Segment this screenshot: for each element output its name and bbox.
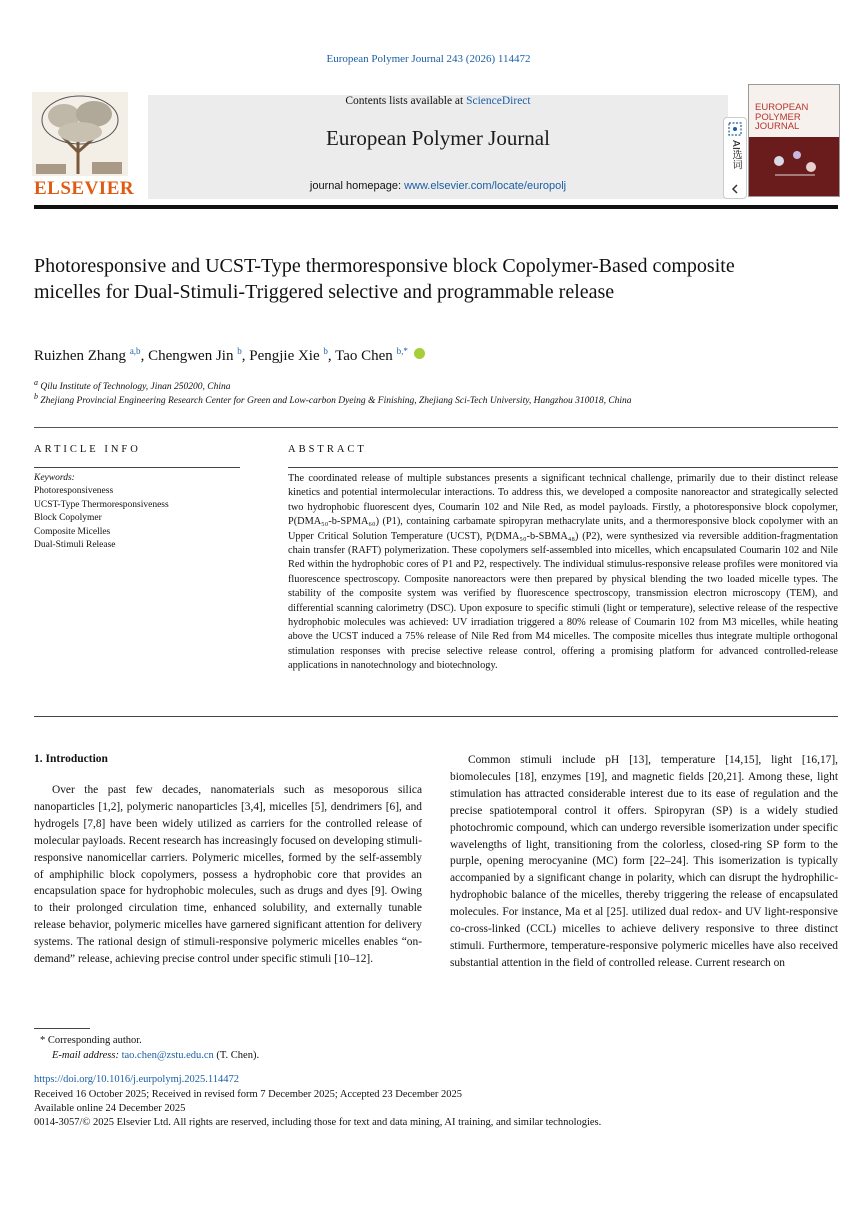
affiliation-key: a: [34, 378, 38, 387]
intro-right-column: Common stimuli include pH [13], temperature [14,15], light [16,17], biomolecules [18], enzymes [19], and magnetic fields [20,21]. Among these, light stimulation has attracted considerable interest due to its ease of regulation and the precise spatiotemporal control it offers. Spiropyran (SP) is a widely studied photochromic compound, which can undergo reversible isomerization under specific wavelengths of light, transitioning from the colorless, closed-ring SP form to the purple, opening merocyanine (MC) form [22–24]. This isomerization is typically accompanied by a significant change in polarity, which can disrupt the hydrophilic-hydrophobic balance of the micelles, thereby triggering the release of encapsulated molecules. For instance, Ma et al [25]. utilized dual redox- and UV light-responsive co-cross-linked (CCL) micelles to achieve delivery responsive to three distinct stimuli. Furthermore, temperature-responsive polymeric micelles have also received substantial attention in the field of controlled release. Current research on: [450, 754, 838, 969]
section-heading-introduction: 1. Introduction: [34, 753, 108, 765]
contents-prefix: Contents lists available at: [345, 95, 467, 107]
author-affil-marker[interactable]: a,b: [129, 346, 141, 356]
journal-citation[interactable]: European Polymer Journal 243 (2026) 114472: [326, 53, 531, 65]
keyword: Block Copolymer: [34, 513, 102, 524]
publisher-wordmark[interactable]: ELSEVIER: [34, 178, 135, 199]
keyword: Composite Micelles: [34, 526, 111, 537]
author-affil-marker[interactable]: b: [237, 346, 242, 356]
header-divider: [34, 205, 838, 209]
corresponding-author-note: * Corresponding author.: [40, 1035, 142, 1046]
keyword: Photoresponsiveness: [34, 486, 114, 497]
abstract-label: ABSTRACT: [288, 444, 367, 455]
keywords-heading: Keywords:: [34, 473, 75, 483]
homepage-prefix: journal homepage:: [309, 180, 405, 192]
author-name[interactable]: Pengjie Xie: [249, 348, 320, 364]
cover-graphic-icon: [767, 145, 823, 185]
chevron-left-icon[interactable]: [730, 184, 740, 194]
affiliation-text: Zhejiang Provincial Engineering Research Center for Green and Low-carbon Dyeing & Finishing, Zhejiang Sci-Tech University, Hangzhou 310018, China: [40, 396, 632, 407]
article-title: Photoresponsive and UCST-Type thermoresponsive block Copolymer-Based composite micelles for Dual-Stimuli-Triggered selective and programmable release: [34, 255, 735, 303]
publication-history: [34, 1088, 601, 1130]
homepage-link[interactable]: www.elsevier.com/locate/europolj: [404, 180, 567, 192]
affiliation: [34, 392, 632, 406]
author-name[interactable]: Ruizhen Zhang: [34, 348, 127, 364]
ai-select-icon[interactable]: [728, 122, 742, 136]
keywords-block: [34, 472, 169, 552]
abstract-divider: [288, 467, 838, 468]
author-name[interactable]: Chengwen Jin: [148, 348, 234, 364]
journal-title: European Polymer Journal: [326, 126, 550, 150]
affiliation-key: b: [34, 392, 38, 401]
article-info-label: ARTICLE INFO: [34, 444, 141, 455]
author-list: Ruizhen Zhang $^{a,b}$, Chengwen Jin $^b$, Pengjie Xie $^b$, Tao Chen $^{b,*}$: [34, 346, 425, 365]
author-name[interactable]: Tao Chen: [335, 348, 393, 364]
author-affil-marker[interactable]: b: [323, 346, 328, 356]
affiliation: [34, 378, 231, 392]
contents-line: [148, 95, 728, 107]
author-affil-marker[interactable]: b,*: [396, 346, 408, 356]
intro-left-column: Over the past few decades, nanomaterials such as mesoporous silica nanoparticles [1,2], polymeric nanoparticles [3,4], micelles [5], dendrimers [6], and hydrogels [7,8] have been widely utilized as carriers for the controlled release of molecular payloads. Recent research has increasingly focused on developing stimuli-responsive nanomicellar carriers. Polymeric micelles, formed by the self-assembly of amphiphilic block copolymers, possess a hydrophobic core that provides an encapsulation space for hydrophobic molecules, such as drugs and dyes [9]. Owing to their prolonged circulation time, enhanced solubility, and externally tunable release behavior, polymeric micelles have garnered significant attention for delivery systems. The rational design of stimuli-responsive polymeric micelles enables “on-demand” release, achieving precise control under specific stimuli [10–12].: [34, 784, 422, 966]
email-link[interactable]: tao.chen@zstu.edu.cn: [121, 1050, 214, 1061]
email-suffix: (T. Chen).: [213, 1050, 260, 1061]
ai-word-select-toolbar[interactable]: [723, 117, 747, 199]
journal-cover[interactable]: [748, 84, 840, 197]
affiliation-text: Qilu Institute of Technology, Jinan 250200, China: [40, 382, 231, 393]
ai-select-label[interactable]: AI选词: [730, 140, 741, 170]
footnote-divider: [34, 1028, 90, 1029]
copyright: 0014-3057/© 2025 Elsevier Ltd. All rights are reserved, including those for text and data mining, AI training, and similar technologies.: [34, 1117, 602, 1128]
email-line: [40, 1048, 259, 1063]
homepage-line: [148, 180, 728, 192]
abstract-text: The coordinated release of multiple substances presents a significant technical challenge, primarily due to their distinct release kinetics and potential intermolecular interactions. To address this, we developed a composite nanoreactor and strategically selected two hydrophobic fluorescent dyes, Coumarin 102 and Nile Red, as model payloads. Firstly, a photoresponsive block copolymer, P(DMA₅₀-b-SPMA₆₀) (P1), containing carbamate spiropyran methacrylate units, and a thermoresponsive block copolymer with an Upper Critical Solution Temperature (UCST), P(DMA₅₀-b-SBMA₄₈) (P2), were synthesized via reversible addition-fragmentation chain transfer (RAFT) polymerization. These copolymers self-assembled into micelles, which encapsulated Coumarin 102 and Nile Red within the hydrophobic cores of P1 and P2, respectively. The individual stimulus-responsive release profiles were monitored via fluorescence spectroscopy. Composite nanoreactors were then prepared by physical blending the two loaded micelle types. The stability of the composite system was verified by fluorescence spectroscopy, transmission electron microscopy (TEM), and differential scanning calorimetry (DSC). Upon exposure to specific stimuli (light or temperature), selective release of the respective hydrophobic molecules was achieved: UV irradiation triggered a 80% release of Coumarin 102 from M3 micelles, while heating above the UCST induced a 75% release of Nile Red from M4 micelles. The composite micelles thus integrate multiple orthogonal stimulation responses with precise selective release control, offering a promising platform for advanced controlled-release applications in nanotechnology and biotechnology.: [288, 473, 838, 672]
email-label: E-mail address:: [52, 1050, 122, 1061]
available-online: Available online 24 December 2025: [34, 1103, 186, 1114]
sciencedirect-link[interactable]: ScienceDirect: [466, 95, 531, 107]
footnote: [40, 1033, 259, 1063]
doi-link[interactable]: https://doi.org/10.1016/j.eurpolymj.2025.114472: [34, 1074, 240, 1085]
orcid-icon[interactable]: [414, 348, 425, 359]
cover-title: EUROPEAN POLYMER JOURNAL: [755, 102, 809, 132]
keyword: UCST-Type Thermoresponsiveness: [34, 499, 169, 510]
received-dates: Received 16 October 2025; Received in revised form 7 December 2025; Accepted 23 December 2025: [34, 1089, 463, 1100]
title-divider: [34, 427, 838, 428]
abstract-bottom-divider: [34, 716, 838, 717]
article-info-divider: [34, 467, 240, 468]
keyword: Dual-Stimuli Release: [34, 540, 116, 551]
